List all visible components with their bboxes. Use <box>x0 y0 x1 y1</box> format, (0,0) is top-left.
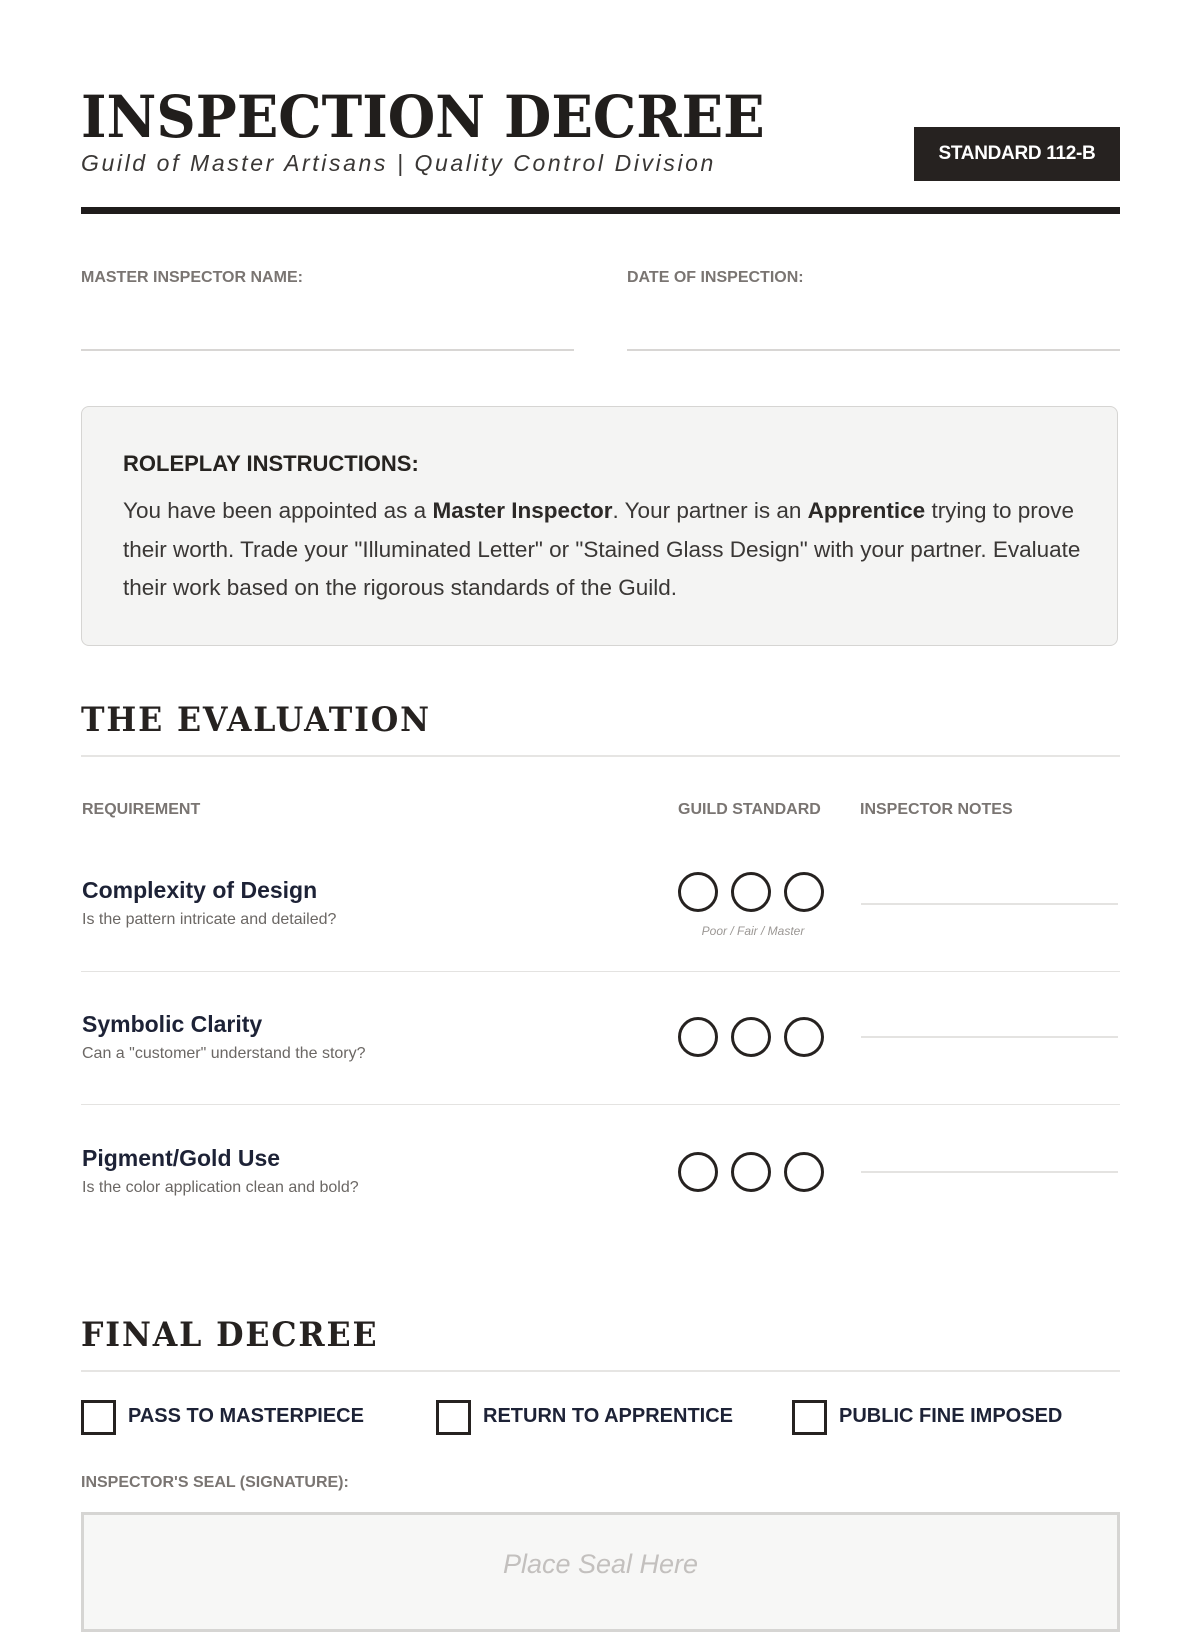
row-divider <box>81 971 1120 972</box>
inspector-notes-field[interactable] <box>861 1171 1118 1173</box>
seal-placeholder: Place Seal Here <box>502 1549 699 1579</box>
rating-poor-circle[interactable] <box>678 872 718 912</box>
decree-option-label: PASS TO MASTERPIECE <box>128 1405 364 1427</box>
seal-label: INSPECTOR'S SEAL (SIGNATURE): <box>81 1474 349 1491</box>
inspection-date-label: DATE OF INSPECTION: <box>627 269 804 286</box>
inspector-notes-field[interactable] <box>861 903 1118 905</box>
rating-fair-circle[interactable] <box>731 872 771 912</box>
rating-fair-circle[interactable] <box>731 1017 771 1057</box>
document-subtitle: Guild of Master Artisans | Quality Control Division <box>81 150 716 176</box>
inspector-notes-field[interactable] <box>861 1036 1118 1038</box>
return-checkbox[interactable] <box>436 1400 471 1435</box>
instructions-text-part: trying to prove their worth. Trade your "Illuminated Letter" or "Stained Glass Design" with your partner. Evaluate their work based on the rigorous standards of the Guild. <box>123 498 1081 600</box>
decree-option-label: PUBLIC FINE IMPOSED <box>839 1405 1063 1427</box>
header-divider <box>81 207 1120 214</box>
requirement-name: Symbolic Clarity <box>82 1011 263 1037</box>
final-decree-section-title: FINAL DECREE <box>81 1315 379 1355</box>
rating-fair-circle[interactable] <box>731 1152 771 1192</box>
rating-circles <box>678 1152 828 1196</box>
inspection-date-field[interactable] <box>627 349 1120 351</box>
apprentice-role: Apprentice <box>807 498 926 523</box>
evaluation-divider <box>81 755 1120 757</box>
pass-checkbox[interactable] <box>81 1400 116 1435</box>
roleplay-instructions-box <box>81 406 1118 646</box>
instructions-title: ROLEPLAY INSTRUCTIONS: <box>123 451 419 476</box>
inspector-name-field[interactable] <box>81 349 574 351</box>
requirement-description: Is the pattern intricate and detailed? <box>82 911 337 928</box>
instructions-text-part: You have been appointed as a <box>123 498 433 523</box>
requirement-name: Pigment/Gold Use <box>82 1145 281 1171</box>
guild-standard-column-header: GUILD STANDARD <box>678 801 821 818</box>
document-title: INSPECTION DECREE <box>81 83 765 151</box>
rating-poor-circle[interactable] <box>678 1152 718 1192</box>
rating-circles <box>678 872 828 916</box>
requirement-description: Is the color application clean and bold? <box>82 1179 359 1196</box>
standard-badge: STANDARD 112-B <box>914 127 1120 181</box>
requirement-description: Can a "customer" understand the story? <box>82 1045 366 1062</box>
decree-option-label: RETURN TO APPRENTICE <box>483 1405 734 1427</box>
rating-circles <box>678 1017 828 1061</box>
requirement-name: Complexity of Design <box>82 877 318 903</box>
row-divider <box>81 1104 1120 1105</box>
rating-poor-circle[interactable] <box>678 1017 718 1057</box>
fine-checkbox[interactable] <box>792 1400 827 1435</box>
rating-master-circle[interactable] <box>784 1152 824 1192</box>
master-inspector-role: Master Inspector <box>432 498 613 523</box>
inspector-name-label: MASTER INSPECTOR NAME: <box>81 269 303 286</box>
inspector-notes-column-header: INSPECTOR NOTES <box>860 801 1013 818</box>
final-decree-divider <box>81 1370 1120 1372</box>
requirement-column-header: REQUIREMENT <box>82 801 201 818</box>
rating-scale-legend: Poor / Fair / Master <box>701 924 805 938</box>
instructions-text-part: . Your partner is an <box>612 498 808 523</box>
instructions-text <box>123 492 1083 608</box>
evaluation-section-title: THE EVALUATION <box>81 700 431 740</box>
rating-master-circle[interactable] <box>784 1017 824 1057</box>
rating-master-circle[interactable] <box>784 872 824 912</box>
